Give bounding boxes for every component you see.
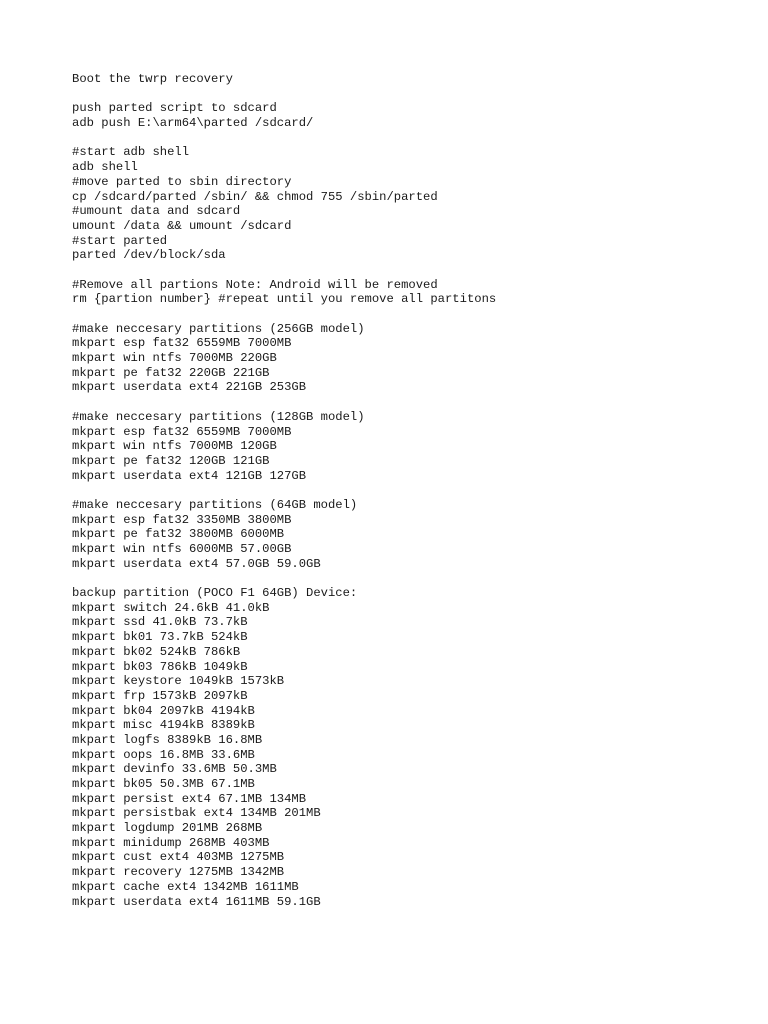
command-line: mkpart pe fat32 220GB 221GB bbox=[72, 365, 270, 380]
blank-line bbox=[72, 483, 752, 498]
command-line: mkpart bk05 50.3MB 67.1MB bbox=[72, 777, 255, 791]
command-line: mkpart userdata ext4 121GB 127GB bbox=[72, 468, 307, 483]
text-line: rm {partion number} #repeat until you remove all partitons bbox=[72, 292, 497, 307]
comment-line: #make neccesary partitions (256GB model) bbox=[72, 321, 365, 336]
text-line: Boot the twrp recovery bbox=[72, 72, 233, 86]
command-line: mkpart cust ext4 403MB 1275MB bbox=[72, 850, 285, 865]
command-line: mkpart bk02 524kB 786kB bbox=[72, 644, 241, 659]
comment-line: #make neccesary partitions (128GB model) bbox=[72, 409, 365, 424]
command-line: mkpart esp fat32 6559MB 7000MB bbox=[72, 336, 292, 351]
command-line: mkpart ssd 41.0kB 73.7kB bbox=[72, 615, 248, 630]
blank-line bbox=[72, 307, 752, 322]
command-line: mkpart userdata ext4 57.0GB 59.0GB bbox=[72, 556, 321, 571]
command-line: mkpart userdata ext4 1611MB 59.1GB bbox=[72, 894, 321, 909]
blank-line bbox=[72, 395, 752, 410]
command-line: mkpart bk01 73.7kB 524kB bbox=[72, 630, 248, 645]
command-line: mkpart persistbak ext4 134MB 201MB bbox=[72, 806, 321, 821]
command-line: mkpart keystore 1049kB 1573kB bbox=[72, 674, 285, 689]
command-line: mkpart esp fat32 3350MB 3800MB bbox=[72, 512, 292, 527]
command-line: mkpart recovery 1275MB 1342MB bbox=[72, 865, 285, 880]
text-line: backup partition (POCO F1 64GB) Device: bbox=[72, 586, 358, 601]
command-line: mkpart pe fat32 120GB 121GB bbox=[72, 453, 270, 468]
command-line: mkpart switch 24.6kB 41.0kB bbox=[72, 600, 270, 615]
command-line: mkpart minidump 268MB 403MB bbox=[72, 835, 270, 850]
blank-line bbox=[72, 571, 752, 586]
command-line: mkpart devinfo 33.6MB 50.3MB bbox=[72, 762, 277, 777]
comment-line: #move parted to sbin directory bbox=[72, 174, 292, 189]
command-line: mkpart pe fat32 3800MB 6000MB bbox=[72, 527, 285, 542]
text-line: adb push E:\arm64\parted /sdcard/ bbox=[72, 116, 314, 131]
blank-line bbox=[72, 87, 752, 102]
command-line: mkpart logdump 201MB 268MB bbox=[72, 821, 263, 836]
text-line: umount /data && umount /sdcard bbox=[72, 218, 292, 233]
command-line: mkpart logfs 8389kB 16.8MB bbox=[72, 732, 263, 747]
command-line: mkpart win ntfs 6000MB 57.00GB bbox=[72, 542, 292, 556]
comment-line: #umount data and sdcard bbox=[72, 204, 241, 219]
command-line: mkpart bk04 2097kB 4194kB bbox=[72, 703, 255, 718]
command-line: mkpart frp 1573kB 2097kB bbox=[72, 688, 248, 703]
text-line: cp /sdcard/parted /sbin/ && chmod 755 /sbin/parted bbox=[72, 189, 438, 204]
comment-line: #make neccesary partitions (64GB model) bbox=[72, 497, 358, 512]
blank-line bbox=[72, 131, 752, 146]
command-line: mkpart esp fat32 6559MB 7000MB bbox=[72, 424, 292, 439]
comment-line: #start parted bbox=[72, 233, 168, 248]
text-line: parted /dev/block/sda bbox=[72, 248, 226, 263]
text-line: adb shell bbox=[72, 160, 138, 175]
text-line: push parted script to sdcard bbox=[72, 101, 277, 116]
command-line: mkpart win ntfs 7000MB 220GB bbox=[72, 351, 277, 366]
comment-line: #Remove all partions Note: Android will be removed bbox=[72, 277, 438, 292]
comment-line: #start adb shell bbox=[72, 145, 190, 160]
command-line: mkpart oops 16.8MB 33.6MB bbox=[72, 747, 255, 762]
command-line: mkpart misc 4194kB 8389kB bbox=[72, 718, 255, 733]
command-line: mkpart persist ext4 67.1MB 134MB bbox=[72, 791, 307, 806]
command-line: mkpart win ntfs 7000MB 120GB bbox=[72, 439, 277, 454]
document-body bbox=[72, 72, 752, 909]
blank-line bbox=[72, 263, 752, 278]
command-line: mkpart bk03 786kB 1049kB bbox=[72, 659, 248, 674]
command-line: mkpart cache ext4 1342MB 1611MB bbox=[72, 879, 299, 894]
command-line: mkpart userdata ext4 221GB 253GB bbox=[72, 380, 307, 395]
